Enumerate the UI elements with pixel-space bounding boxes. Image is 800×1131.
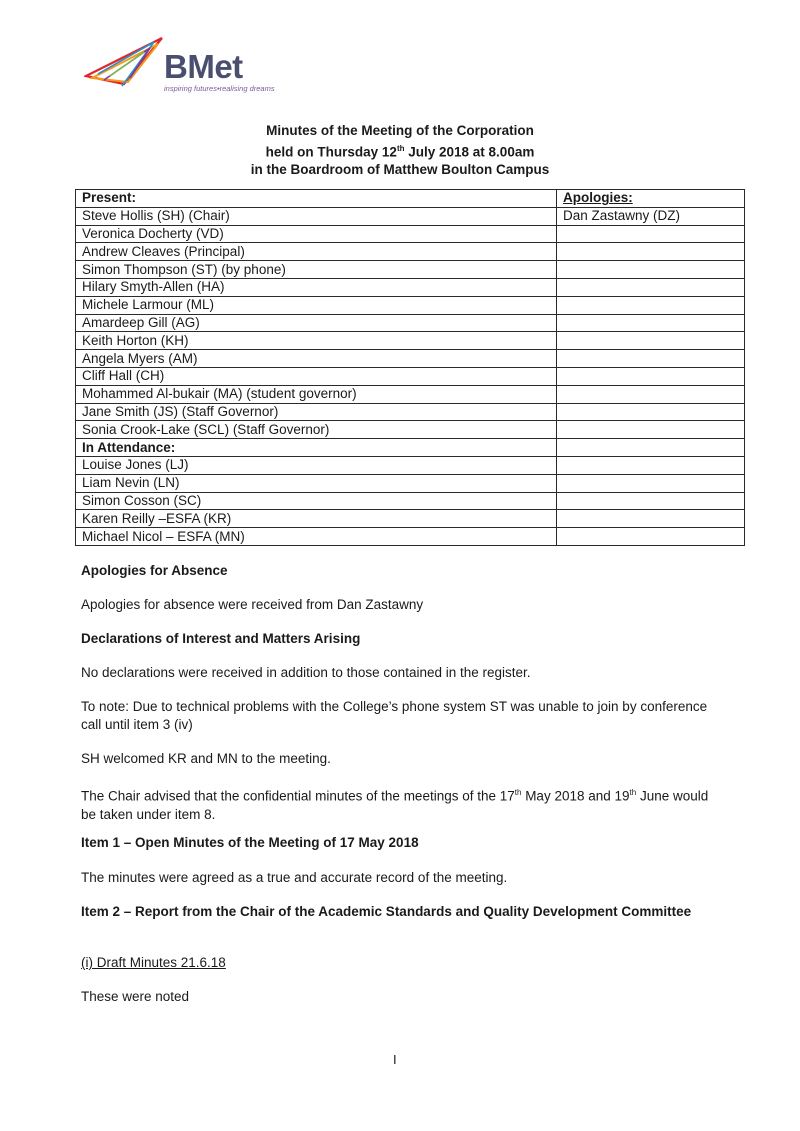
table-row (76, 207, 745, 225)
title-line-3: in the Boardroom of Matthew Boulton Campus (250, 161, 550, 177)
table-row (76, 261, 745, 279)
table-row (76, 439, 745, 457)
table-row (76, 510, 745, 528)
table-row (76, 278, 745, 296)
table-header-row (76, 190, 745, 208)
declarations-heading: Declarations of Interest and Matters Arising (81, 631, 361, 646)
apology-cell (557, 332, 745, 350)
item1-text: The minutes were agreed as a true and accurate record of the meeting. (81, 870, 508, 885)
table-row (76, 403, 745, 421)
apology-cell (557, 350, 745, 368)
attendee-name: Veronica Docherty (VD) (76, 225, 557, 243)
table-row (76, 225, 745, 243)
apology-cell (557, 385, 745, 403)
attendance-table (75, 189, 745, 546)
table-row (76, 492, 745, 510)
attendee-name: Simon Thompson (ST) (by phone) (76, 261, 557, 279)
attendee-name: Jane Smith (JS) (Staff Governor) (76, 403, 557, 421)
apology-cell (557, 492, 745, 510)
apology-cell (557, 225, 745, 243)
in-attendance-header: In Attendance: (76, 439, 557, 457)
welcome-text: SH welcomed KR and MN to the meeting. (81, 751, 331, 766)
attendee-name: Karen Reilly –ESFA (KR) (76, 510, 557, 528)
note-text: To note: Due to technical problems with the College’s phone system ST was unable to join by conference call until item 3 (iv) (81, 699, 708, 732)
table-row (76, 528, 745, 546)
attendee-name: Louise Jones (LJ) (76, 456, 557, 474)
title-line-1: Minutes of the Meeting of the Corporation (266, 123, 534, 138)
table-row (76, 314, 745, 332)
apologies-header: Apologies: (557, 190, 745, 208)
apology-cell (557, 296, 745, 314)
table-row (76, 456, 745, 474)
title-line-2: held on Thursday 12th July 2018 at 8.00am (265, 143, 535, 159)
table-row (76, 385, 745, 403)
page-number: I (393, 1052, 397, 1067)
attendee-name: Keith Horton (KH) (76, 332, 557, 350)
apology-cell (557, 261, 745, 279)
logo-wordmark: BMet (164, 48, 243, 85)
document-title (0, 122, 800, 178)
item2-subheading: (i) Draft Minutes 21.6.18 (81, 955, 226, 970)
table-row (76, 474, 745, 492)
apology-cell (557, 439, 745, 457)
attendee-name: Amardeep Gill (AG) (76, 314, 557, 332)
apology-cell (557, 367, 745, 385)
apology-cell (557, 510, 745, 528)
item2-text: These were noted (81, 989, 190, 1004)
attendee-name: Simon Cosson (SC) (76, 492, 557, 510)
table-row (76, 421, 745, 439)
attendee-name: Hilary Smyth-Allen (HA) (76, 278, 557, 296)
item1-heading: Item 1 – Open Minutes of the Meeting of 17 May 2018 (81, 835, 419, 850)
apologies-heading: Apologies for Absence (81, 563, 228, 578)
attendee-name: Michael Nicol – ESFA (MN) (76, 528, 557, 546)
apology-cell (557, 421, 745, 439)
attendee-name: Mohammed Al-bukair (MA) (student governor) (76, 385, 557, 403)
table-row (76, 332, 745, 350)
apology-cell (557, 314, 745, 332)
table-row (76, 350, 745, 368)
apologies-text: Apologies for absence were received from Dan Zastawny (81, 597, 424, 612)
attendee-name: Angela Myers (AM) (76, 350, 557, 368)
apology-cell (557, 278, 745, 296)
attendee-name: Cliff Hall (CH) (76, 367, 557, 385)
apology-cell (557, 474, 745, 492)
apology-cell: Dan Zastawny (DZ) (557, 207, 745, 225)
table-row (76, 296, 745, 314)
apology-cell (557, 403, 745, 421)
table-row (76, 243, 745, 261)
attendee-name: Sonia Crook-Lake (SCL) (Staff Governor) (76, 421, 557, 439)
attendee-name: Michele Larmour (ML) (76, 296, 557, 314)
item2-heading: Item 2 – Report from the Chair of the Academic Standards and Quality Development Committee (81, 904, 692, 919)
declarations-text: No declarations were received in addition to those contained in the register. (81, 665, 531, 680)
logo-tagline: inspiring futures•realising dreams (164, 84, 275, 93)
apology-cell (557, 243, 745, 261)
present-header: Present: (76, 190, 557, 208)
attendee-name: Steve Hollis (SH) (Chair) (76, 207, 557, 225)
bmet-logo (84, 34, 304, 98)
chair-advice-text: The Chair advised that the confidential minutes of the meetings of the 17th May 2018 and 19th June would be taken under item 8. (81, 788, 709, 822)
apology-cell (557, 528, 745, 546)
table-row (76, 367, 745, 385)
attendee-name: Andrew Cleaves (Principal) (76, 243, 557, 261)
apology-cell (557, 456, 745, 474)
attendee-name: Liam Nevin (LN) (76, 474, 557, 492)
bmet-swoosh-icon (84, 34, 164, 94)
